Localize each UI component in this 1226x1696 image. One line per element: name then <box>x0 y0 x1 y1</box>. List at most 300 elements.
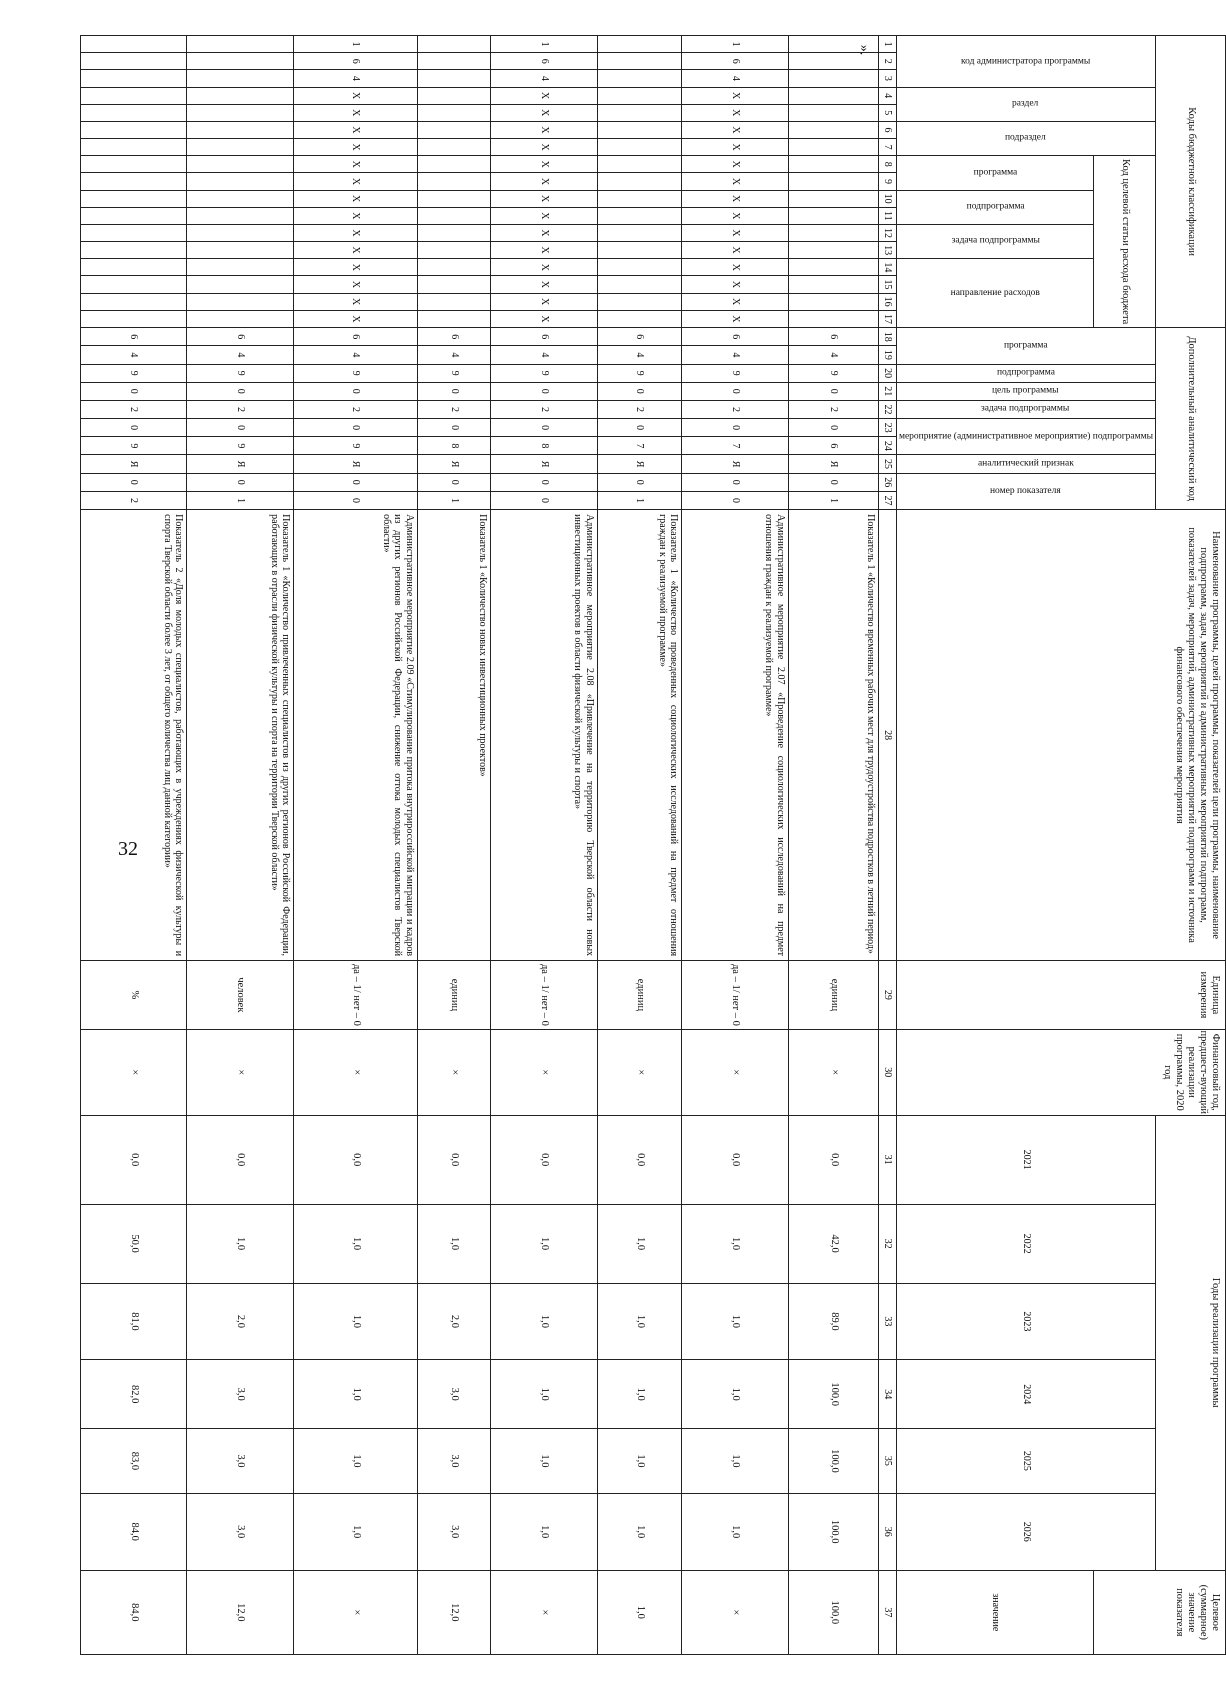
year-2023: 2023 <box>896 1283 1155 1360</box>
budget-code-cell <box>80 207 187 224</box>
budget-code-cell: X <box>682 207 789 224</box>
table-row <box>597 36 681 1655</box>
column-number: 10 <box>878 190 896 207</box>
budget-code-cell: X <box>294 276 418 293</box>
budget-code-cell: 6 <box>294 53 418 70</box>
row-name: Показатель 1 «Количество привлеченных специалистов из других регионов Российской Федерации, работающих в отрасли физической культуры и спорта на территории Тверской области» <box>187 510 294 961</box>
name-header: Наименование программы, целей программы, показателей цели программы, наименование подпрограмм, задач, мероприятий и административных мероприятий подпрограмм, показателей задач, мероприятий, административных мероприятий подпрограмм и источника финансового обеспечения мероприятия <box>896 510 1225 961</box>
year-value-cell: 3,0 <box>417 1493 490 1570</box>
budget-code-cell: X <box>682 242 789 259</box>
target-value-header: значение <box>896 1570 1093 1654</box>
program-header: программа <box>896 156 1093 190</box>
analytic-code-cell: 0 <box>491 382 598 400</box>
analytic-code-cell: 9 <box>491 364 598 382</box>
budget-code-cell <box>417 53 490 70</box>
budget-code-cell <box>417 121 490 138</box>
column-number: 4 <box>878 87 896 104</box>
analytic-code-cell: Я <box>597 455 681 473</box>
analytic-code-cell: 0 <box>417 382 490 400</box>
budget-code-cell: 4 <box>491 70 598 87</box>
analytic-code-cell: 2 <box>187 400 294 418</box>
budget-codes-header: Коды бюджетной классификации <box>1156 36 1226 328</box>
table-row <box>80 36 187 1655</box>
budget-code-cell: X <box>491 121 598 138</box>
year-value-cell: 1,0 <box>597 1493 681 1570</box>
budget-code-cell <box>187 36 294 53</box>
analytic-code-cell: 6 <box>491 328 598 346</box>
budget-code-cell: X <box>682 293 789 310</box>
admin-code-header: код администратора программы <box>896 36 1155 88</box>
indicators-table <box>80 35 1226 1655</box>
column-number: 20 <box>878 364 896 382</box>
column-number: 16 <box>878 293 896 310</box>
budget-code-cell <box>80 173 187 190</box>
table-row <box>491 36 598 1655</box>
budget-code-cell: X <box>682 156 789 173</box>
year-value-cell: 3,0 <box>187 1360 294 1429</box>
unit-cell: % <box>80 961 187 1030</box>
budget-code-cell <box>187 87 294 104</box>
table-row <box>682 36 789 1655</box>
budget-code-cell <box>80 121 187 138</box>
column-number: 13 <box>878 242 896 259</box>
budget-code-cell <box>417 173 490 190</box>
budget-code-cell: X <box>682 173 789 190</box>
budget-code-cell: X <box>294 293 418 310</box>
budget-code-cell: 1 <box>491 36 598 53</box>
budget-code-cell: X <box>682 190 789 207</box>
budget-code-cell <box>417 36 490 53</box>
analytic-code-cell: 2 <box>491 400 598 418</box>
budget-code-cell <box>80 139 187 156</box>
budget-code-cell <box>789 87 879 104</box>
column-number: 26 <box>878 473 896 491</box>
budget-code-cell <box>417 156 490 173</box>
analytic-code-cell: Я <box>294 455 418 473</box>
budget-code-cell: X <box>682 310 789 327</box>
analytic-code-cell: 0 <box>417 473 490 491</box>
budget-code-cell: X <box>682 259 789 276</box>
budget-code-cell <box>789 70 879 87</box>
prev-year-cell: × <box>491 1029 598 1115</box>
year-value-cell: 100,0 <box>789 1493 879 1570</box>
analytic-code-cell: 2 <box>597 400 681 418</box>
budget-code-cell <box>789 53 879 70</box>
budget-code-cell <box>597 190 681 207</box>
analytic-code-cell: 6 <box>187 328 294 346</box>
budget-code-cell <box>597 173 681 190</box>
budget-code-cell <box>187 139 294 156</box>
page-number: 32 <box>118 838 138 860</box>
budget-code-cell: X <box>491 224 598 241</box>
section-header: раздел <box>896 87 1155 121</box>
budget-code-cell: X <box>294 87 418 104</box>
budget-code-cell <box>597 310 681 327</box>
column-number: 19 <box>878 346 896 364</box>
year-value-cell: 3,0 <box>417 1360 490 1429</box>
column-number: 6 <box>878 121 896 138</box>
budget-code-cell <box>597 36 681 53</box>
budget-code-cell <box>80 276 187 293</box>
budget-code-cell: X <box>491 156 598 173</box>
budget-code-cell: X <box>682 104 789 121</box>
column-number: 32 <box>878 1204 896 1283</box>
budget-code-cell <box>789 104 879 121</box>
budget-code-cell <box>187 224 294 241</box>
budget-code-cell: 4 <box>294 70 418 87</box>
analytic-code-cell: 0 <box>682 382 789 400</box>
column-number: 22 <box>878 400 896 418</box>
unit-cell: человек <box>187 961 294 1030</box>
budget-code-cell: X <box>294 224 418 241</box>
target-cell: × <box>491 1570 598 1654</box>
budget-code-cell <box>187 53 294 70</box>
analytic-code-cell: 0 <box>789 382 879 400</box>
analytic-code-cell: 1 <box>417 491 490 509</box>
analytic-code-cell: 1 <box>597 491 681 509</box>
unit-cell: да – 1/ нет – 0 <box>294 961 418 1030</box>
budget-code-cell <box>597 293 681 310</box>
budget-code-cell <box>597 139 681 156</box>
budget-code-cell <box>789 156 879 173</box>
budget-code-cell <box>80 224 187 241</box>
analytic-code-cell: 8 <box>491 437 598 455</box>
analytic-code-cell: Я <box>417 455 490 473</box>
year-value-cell: 0,0 <box>789 1115 879 1204</box>
budget-code-cell <box>187 156 294 173</box>
budget-code-cell <box>789 36 879 53</box>
row-name: Показатель 2 «Доля молодых специалистов, работающих в учреждениях физической культуры и спорта Тверской области более 3 лет, от общего количества лиц данной категории» <box>80 510 187 961</box>
column-number: 29 <box>878 961 896 1030</box>
column-number: 31 <box>878 1115 896 1204</box>
analytic-code-cell: 9 <box>80 437 187 455</box>
year-value-cell: 1,0 <box>597 1360 681 1429</box>
budget-code-cell <box>80 36 187 53</box>
analytic-code-cell: 7 <box>682 437 789 455</box>
column-number: 35 <box>878 1429 896 1494</box>
analytic-code-cell: 0 <box>491 419 598 437</box>
column-number: 30 <box>878 1029 896 1115</box>
table-body <box>80 36 878 1655</box>
budget-code-cell: 6 <box>491 53 598 70</box>
analytic-code-cell: 1 <box>789 491 879 509</box>
budget-code-cell <box>80 259 187 276</box>
analytic-code-cell: 6 <box>417 328 490 346</box>
years-header: Годы реализации программы <box>1156 1115 1226 1570</box>
budget-code-cell: X <box>491 87 598 104</box>
subsection-header: подраздел <box>896 121 1155 155</box>
column-number: 15 <box>878 276 896 293</box>
budget-code-cell: X <box>491 293 598 310</box>
budget-code-cell: X <box>294 139 418 156</box>
budget-code-cell: X <box>294 190 418 207</box>
budget-code-cell <box>597 53 681 70</box>
budget-code-cell <box>80 293 187 310</box>
year-value-cell: 100,0 <box>789 1360 879 1429</box>
unit-cell: да – 1/ нет – 0 <box>491 961 598 1030</box>
budget-code-cell: X <box>491 173 598 190</box>
analytic-code-cell: 0 <box>187 419 294 437</box>
budget-code-cell: X <box>294 207 418 224</box>
prev-year-cell: × <box>294 1029 418 1115</box>
unit-cell: да – 1/ нет – 0 <box>682 961 789 1030</box>
analytic-code-cell: 6 <box>789 437 879 455</box>
analytic-code-cell: 4 <box>187 346 294 364</box>
column-number: 34 <box>878 1360 896 1429</box>
year-value-cell: 1,0 <box>417 1204 490 1283</box>
budget-code-cell: X <box>682 224 789 241</box>
budget-code-cell: X <box>294 156 418 173</box>
unit-cell: единиц <box>789 961 879 1030</box>
analytic-code-cell: 0 <box>789 473 879 491</box>
analytic-code-cell: 4 <box>682 346 789 364</box>
prev-year-cell: × <box>682 1029 789 1115</box>
budget-code-cell: X <box>682 87 789 104</box>
analytic-code-cell: 9 <box>597 364 681 382</box>
budget-code-cell <box>597 242 681 259</box>
analytic-code-cell: 1 <box>187 491 294 509</box>
column-number: 11 <box>878 207 896 224</box>
table-row <box>294 36 418 1655</box>
analytic-code-cell: 0 <box>187 473 294 491</box>
analytic-code-cell: Я <box>682 455 789 473</box>
budget-code-cell <box>80 242 187 259</box>
extra-code-header: Дополнительный аналитический код <box>1156 328 1226 510</box>
an-program-header: программа <box>896 328 1155 364</box>
analytic-code-cell: 0 <box>597 382 681 400</box>
analytic-code-cell: 9 <box>789 364 879 382</box>
budget-code-cell <box>417 242 490 259</box>
budget-code-cell <box>187 276 294 293</box>
budget-code-cell <box>187 104 294 121</box>
year-value-cell: 0,0 <box>682 1115 789 1204</box>
budget-code-cell <box>789 139 879 156</box>
target-code-header: Код целевой статьи расхода бюджета <box>1094 156 1156 328</box>
analytic-code-cell: 7 <box>597 437 681 455</box>
budget-code-cell <box>789 242 879 259</box>
budget-code-cell: 6 <box>682 53 789 70</box>
budget-code-cell <box>417 276 490 293</box>
budget-code-cell <box>597 259 681 276</box>
budget-code-cell <box>789 224 879 241</box>
budget-code-cell: X <box>294 104 418 121</box>
column-number: 8 <box>878 156 896 173</box>
analytic-code-cell: 0 <box>294 473 418 491</box>
budget-code-cell <box>417 224 490 241</box>
row-name: Административное мероприятие 2.08 «Привлечение на территорию Тверской области новых инвестиционных проектов в области физической культуры и спорта» <box>491 510 598 961</box>
budget-code-cell: 4 <box>682 70 789 87</box>
analytic-code-cell: 6 <box>789 328 879 346</box>
budget-code-cell <box>597 121 681 138</box>
analytic-code-cell: Я <box>789 455 879 473</box>
analytic-code-cell: 9 <box>187 364 294 382</box>
budget-code-cell: X <box>294 121 418 138</box>
budget-code-cell <box>597 224 681 241</box>
year-2022: 2022 <box>896 1204 1155 1283</box>
budget-code-cell: X <box>294 310 418 327</box>
analytic-code-cell: Я <box>491 455 598 473</box>
column-number: 18 <box>878 328 896 346</box>
budget-code-cell: X <box>682 139 789 156</box>
year-value-cell: 1,0 <box>491 1283 598 1360</box>
target-header: Целевое (суммарное) значение показателя <box>1094 1570 1226 1654</box>
year-value-cell: 1,0 <box>597 1204 681 1283</box>
budget-code-cell: X <box>682 121 789 138</box>
analytic-code-cell: Я <box>80 455 187 473</box>
budget-code-cell <box>80 70 187 87</box>
column-number: 2 <box>878 53 896 70</box>
budget-code-cell <box>187 242 294 259</box>
prev-year-cell: × <box>417 1029 490 1115</box>
budget-code-cell <box>597 70 681 87</box>
budget-code-cell <box>417 259 490 276</box>
budget-code-cell: X <box>491 242 598 259</box>
analytic-code-cell: 9 <box>80 364 187 382</box>
year-value-cell: 84,0 <box>80 1493 187 1570</box>
analytic-code-cell: 0 <box>294 419 418 437</box>
year-value-cell: 3,0 <box>187 1493 294 1570</box>
table-row <box>417 36 490 1655</box>
budget-code-cell: X <box>491 276 598 293</box>
column-number: 5 <box>878 104 896 121</box>
row-name: Административное мероприятие 2.07 «Проведение социологических исследований на предмет отношения граждан к реализуемой программе» <box>682 510 789 961</box>
year-value-cell: 0,0 <box>80 1115 187 1204</box>
budget-code-cell <box>417 207 490 224</box>
year-value-cell: 1,0 <box>682 1283 789 1360</box>
year-2025: 2025 <box>896 1429 1155 1494</box>
analytic-code-cell: 2 <box>80 491 187 509</box>
budget-code-cell <box>80 190 187 207</box>
budget-code-cell <box>187 207 294 224</box>
year-value-cell: 1,0 <box>294 1429 418 1494</box>
analytic-code-cell: 6 <box>597 328 681 346</box>
row-name: Показатель 1 «Количество проведенных социологических исследований на предмет отношения граждан к реализуемой программе» <box>597 510 681 961</box>
year-value-cell: 0,0 <box>187 1115 294 1204</box>
year-value-cell: 3,0 <box>417 1429 490 1494</box>
analytic-code-cell: 0 <box>187 382 294 400</box>
budget-code-cell <box>417 310 490 327</box>
budget-code-cell <box>597 207 681 224</box>
analytic-code-cell: Я <box>187 455 294 473</box>
analytic-code-cell: 9 <box>294 437 418 455</box>
closing-quote: ». <box>856 44 872 56</box>
an-subprogram-header: подпрограмма <box>896 364 1155 382</box>
year-value-cell: 81,0 <box>80 1283 187 1360</box>
analytic-code-cell: 4 <box>294 346 418 364</box>
year-value-cell: 1,0 <box>294 1360 418 1429</box>
row-name: Показатель 1 «Количество временных рабочих мест для трудоустройства подростков в летний период» <box>789 510 879 961</box>
budget-code-cell: X <box>294 259 418 276</box>
column-number: 37 <box>878 1570 896 1654</box>
budget-code-cell <box>789 207 879 224</box>
year-value-cell: 0,0 <box>491 1115 598 1204</box>
year-value-cell: 1,0 <box>491 1429 598 1494</box>
target-cell: 12,0 <box>187 1570 294 1654</box>
target-cell: 100,0 <box>789 1570 879 1654</box>
analytic-code-cell: 0 <box>491 491 598 509</box>
unit-header: Единица измерения <box>896 961 1225 1030</box>
column-number: 33 <box>878 1283 896 1360</box>
budget-code-cell <box>80 104 187 121</box>
analytic-code-cell: 8 <box>417 437 490 455</box>
year-value-cell: 0,0 <box>597 1115 681 1204</box>
target-cell: 1,0 <box>597 1570 681 1654</box>
target-cell: 84,0 <box>80 1570 187 1654</box>
budget-code-cell: X <box>491 310 598 327</box>
analytic-code-cell: 2 <box>682 400 789 418</box>
analytic-code-cell: 0 <box>682 473 789 491</box>
budget-code-cell <box>597 104 681 121</box>
prev-year-header: Финансовый год, предшест-вующий реализации программы, 2020 год <box>896 1029 1225 1115</box>
budget-code-cell <box>80 53 187 70</box>
subprogram-task-header: задача подпрограммы <box>896 224 1093 258</box>
an-task-header: задача подпрограммы <box>896 400 1155 418</box>
year-value-cell: 1,0 <box>597 1429 681 1494</box>
budget-code-cell <box>789 276 879 293</box>
budget-code-cell <box>597 87 681 104</box>
column-number: 3 <box>878 70 896 87</box>
column-number: 14 <box>878 259 896 276</box>
year-value-cell: 50,0 <box>80 1204 187 1283</box>
year-value-cell: 1,0 <box>597 1283 681 1360</box>
budget-code-cell: X <box>491 104 598 121</box>
subprogram-header: подпрограмма <box>896 190 1093 224</box>
budget-code-cell: X <box>491 190 598 207</box>
year-value-cell: 1,0 <box>294 1283 418 1360</box>
column-numbers-row <box>878 36 896 1655</box>
year-2024: 2024 <box>896 1360 1155 1429</box>
budget-code-cell <box>187 173 294 190</box>
year-value-cell: 1,0 <box>294 1204 418 1283</box>
budget-code-cell: X <box>294 173 418 190</box>
year-value-cell: 1,0 <box>682 1493 789 1570</box>
year-value-cell: 1,0 <box>491 1493 598 1570</box>
unit-cell: единиц <box>417 961 490 1030</box>
year-value-cell: 1,0 <box>682 1360 789 1429</box>
column-number: 23 <box>878 419 896 437</box>
unit-cell: единиц <box>597 961 681 1030</box>
target-cell: 12,0 <box>417 1570 490 1654</box>
expense-direction-header: направление расходов <box>896 259 1093 328</box>
analytic-code-cell: 2 <box>789 400 879 418</box>
budget-code-cell <box>80 156 187 173</box>
budget-code-cell <box>789 293 879 310</box>
budget-code-cell <box>417 70 490 87</box>
year-value-cell: 89,0 <box>789 1283 879 1360</box>
column-number: 28 <box>878 510 896 961</box>
budget-code-cell <box>417 139 490 156</box>
budget-code-cell <box>789 310 879 327</box>
budget-code-cell <box>789 259 879 276</box>
analytic-code-cell: 2 <box>294 400 418 418</box>
analytic-code-cell: 0 <box>597 419 681 437</box>
year-2021: 2021 <box>896 1115 1155 1204</box>
prev-year-cell: × <box>597 1029 681 1115</box>
budget-code-cell <box>789 190 879 207</box>
row-name: Показатель 1 «Количество новых инвестиционных проектов» <box>417 510 490 961</box>
year-value-cell: 1,0 <box>682 1429 789 1494</box>
budget-code-cell: X <box>491 139 598 156</box>
analytic-code-cell: 0 <box>80 419 187 437</box>
analytic-code-cell: 0 <box>682 419 789 437</box>
analytic-code-cell: 0 <box>597 473 681 491</box>
budget-code-cell <box>187 121 294 138</box>
analytic-code-cell: 0 <box>491 473 598 491</box>
column-number: 27 <box>878 491 896 509</box>
analytic-code-cell: 0 <box>80 382 187 400</box>
an-event-header: мероприятие (административное мероприятие) подпрограммы <box>896 419 1155 455</box>
column-number: 7 <box>878 139 896 156</box>
